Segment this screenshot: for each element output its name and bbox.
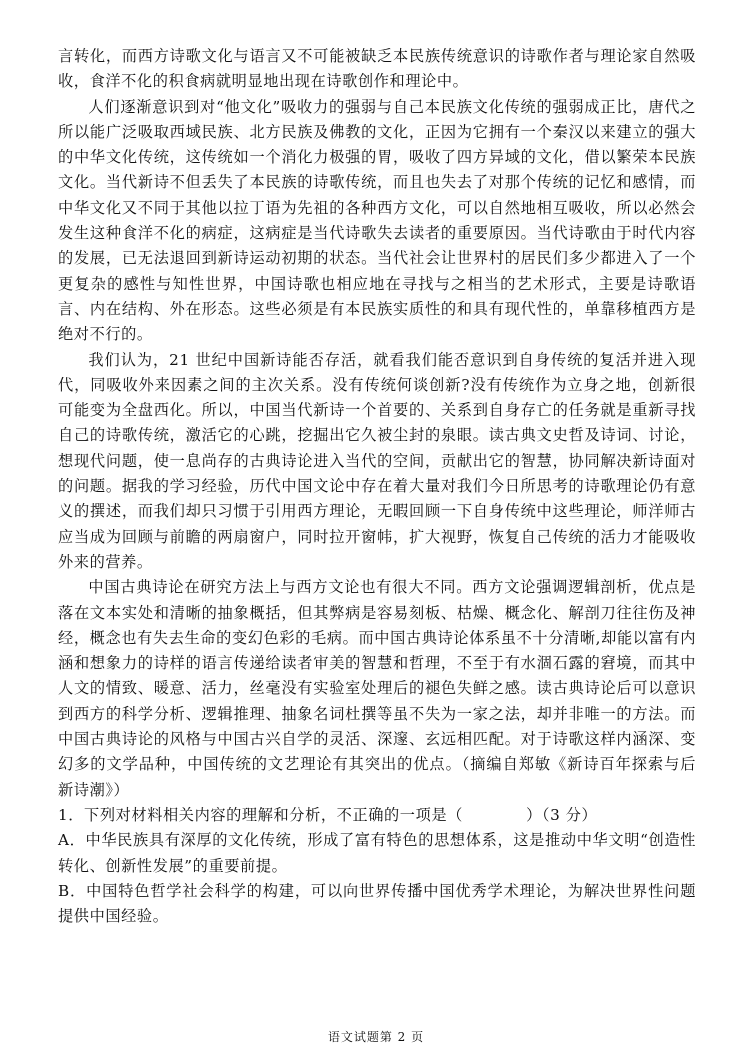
- passage-paragraph-continued: 言转化，而西方诗歌文化与语言又不可能被缺乏本民族传统意识的诗歌作者与理论家自然吸收，食洋不化的积食病就明显地出现在诗歌创作和理论中。: [58, 47, 696, 91]
- question-option-a: A．中华民族具有深厚的文化传统，形成了富有特色的思想体系，这是推动中华文明“创造性转化、创新性发展”的重要前提。: [58, 831, 696, 875]
- passage-paragraph-text: 中国古典诗论在研究方法上与西方文论也有很大不同。西方文论强调逻辑剖析，优点是落在文本实处和清晰的抽象概括，但其弊病是容易刻板、枯燥、概念化、解剖刀往往伤及神经，概念也有失去生命的变幻色彩的毛病。而中国古典诗论体系虽不十分清晰,却能以富有内涵和想象力的诗样的语言传递给读者审美的智慧和哲理，不至于有水涸石露的窘境，而其中人文的情致、暖意、活力，丝毫没有实验室处理后的褪色失鲜之感。读古典诗论后可以意识到西方的科学分析、逻辑推理、抽象名词杜撰等虽不失为一家之法，却并非唯一的方法。而中国古典诗论的风格与中国古兴自学的灵活、深邃、玄远相匹配。对于诗歌这样内涵深、变幻多的文学品种，中国传统的文艺理论有其突出的优点。: [58, 578, 696, 774]
- passage-paragraph: 人们逐渐意识到对“他文化”吸收力的强弱与自己本民族文化传统的强弱成正比，唐代之所以能广泛吸取西域民族、北方民族及佛教的文化，正因为它拥有一个秦汉以来建立的强大的中华文化传统，这传统如一个消化力极强的胃，吸收了四方异域的文化，借以繁荣本民族文化。当代新诗不但丢失了本民族的诗歌传统，而且也失去了对那个传统的记忆和感情，而中华文化又不同于其他以拉丁语为先祖的各种西方文化，可以自然地相互吸收，所以必然会发生这种食洋不化的病症，这病症是当代诗歌失去读者的重要原因。当代诗歌由于时代内容的发展，已无法退回到新诗运动初期的状态。当代社会让世界村的居民们多少都进入了一个更复杂的感性与知性世界，中国诗歌也相应地在寻找与之相当的艺术形式，主要是诗歌语言、内在结构、外在形态。这些必须是有本民族实质性的和具有现代性的，单靠移植西方是绝对不行的。: [58, 97, 696, 344]
- passage-paragraph: 我们认为，21 世纪中国新诗能否存活，就看我们能否意识到自身传统的复活并进入现代，同吸收外来因素之间的主次关系。没有传统何谈创新?没有传统作为立身之地，创新很可能变为全盘西化。所以，中国当代新诗一个首要的、关系到自身存亡的任务就是重新寻找自己的诗歌传统，激活它的心跳，挖掘出它久被尘封的泉眼。读古典文史哲及诗词、讨论，想现代问题，使一息尚存的古典诗论进入当代的空间，贡献出它的智慧，协同解决新诗面对的问题。据我的学习经验，历代中国文论中存在着大量对我们今日所思考的诗歌理论仍有意义的撰述，而我们却只习惯于引用西方理论，无暇回顾一下自身传统中这些理论，师洋师古应当成为回顾与前瞻的两扇窗户，同时拉开窗帏，扩大视野，恢复自己传统的活力才能吸收外来的营养。: [58, 350, 696, 571]
- reading-passage: [58, 44, 696, 929]
- question-option-b: B．中国特色哲学社会科学的构建，可以向世界传播中国优秀学术理论，为解决世界性问题提供中国经验。: [58, 881, 696, 926]
- page-footer: 语文试题第 2 页: [327, 1030, 425, 1044]
- passage-paragraph: [58, 575, 696, 803]
- source-citation: （摘编自郑敏《新诗百年探索与后新诗潮》）: [58, 755, 697, 799]
- question-stem: 1．下列对材料相关内容的理解和分析，不正确的一项是（ ）（3 分）: [58, 805, 598, 824]
